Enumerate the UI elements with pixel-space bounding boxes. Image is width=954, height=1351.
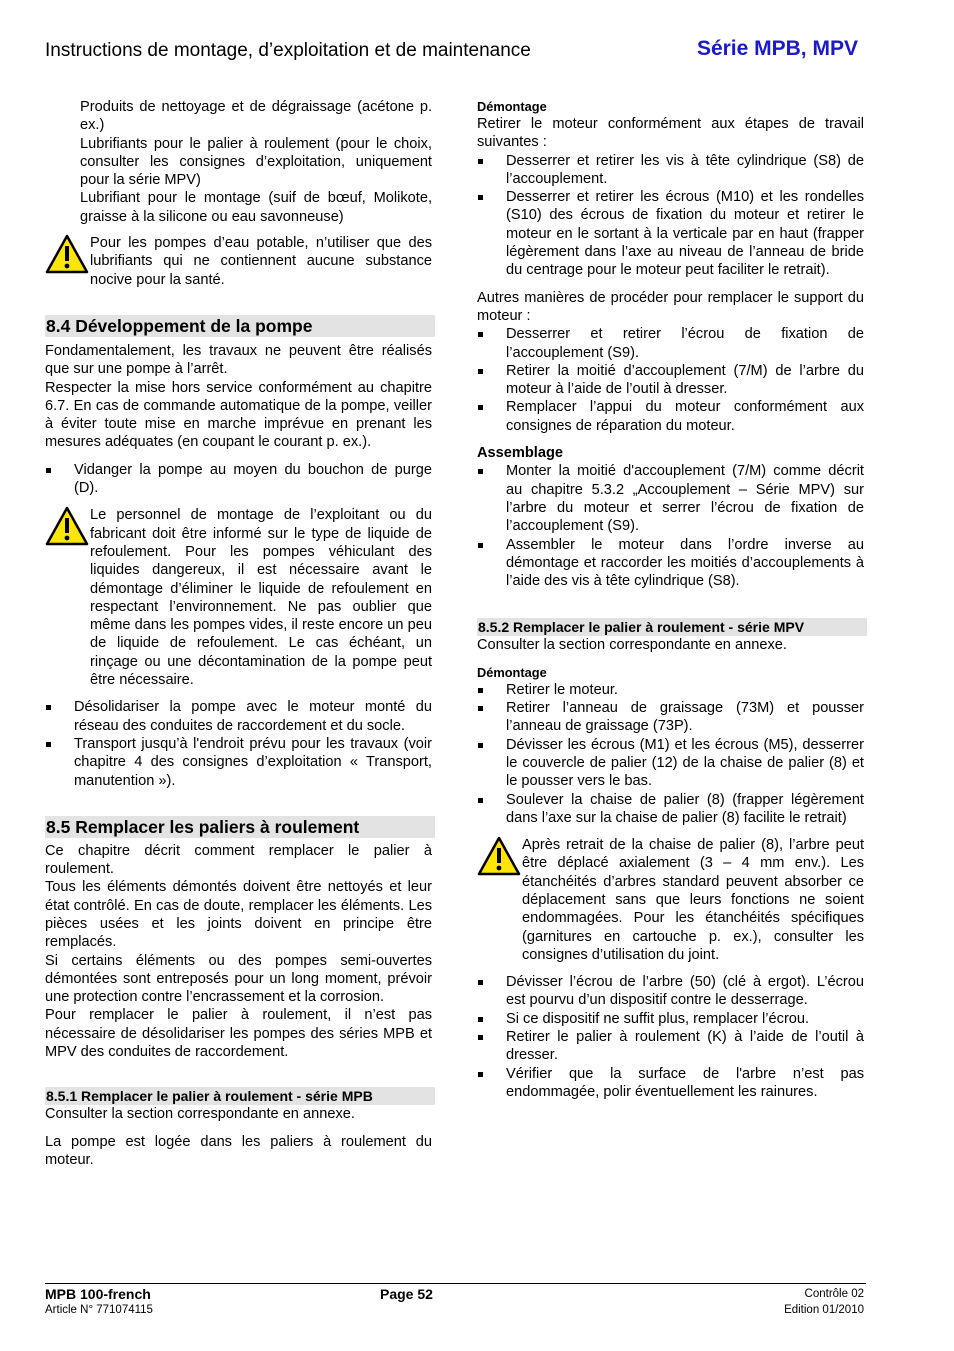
warning-block: [45, 234, 432, 289]
list-item: Transport jusqu’à l'endroit prévu pour les travaux (voir chapitre 4 des consignes d’exploitation « Transport, manutention »).: [45, 735, 432, 790]
warning-icon: [45, 506, 89, 546]
paragraph: Consulter la section correspondante en annexe.: [45, 1106, 355, 1123]
bullet-list: [45, 698, 432, 789]
list-item: Assembler le moteur dans l’ordre inverse au démontage et raccorder les moitiés d’accouplements à l’aide des vis à tête cylindrique (S8).: [477, 536, 864, 591]
warning-text: Pour les pompes d’eau potable, n’utiliser que des lubrifiants qui ne contiennent aucune substance nocive pour la santé.: [90, 235, 432, 288]
bullet-list: [477, 462, 864, 590]
section-heading-8-5-2: 8.5.2 Remplacer le palier à roulement - série MPV: [477, 618, 867, 636]
list-item: Retirer la moitié d’accouplement (7/M) de l’arbre du moteur à l’aide de l’outil à dresser.: [477, 362, 864, 399]
list-item: Retirer le palier à roulement (K) à l’aide de l’outil à dresser.: [477, 1028, 864, 1065]
subtitle-demontage: Démontage: [477, 99, 547, 114]
warning-text: Après retrait de la chaise de palier (8), l’arbre peut être déplacé axialement (3 – 4 mm env.). Les étanchéités d’arbres standard peuvent absorber ce déplacement sans que leurs fonctions ne soient endommagées. Pour les étanchéités spécifiques (garnitures en cartouche p. ex.), consulter les consignes d’utilisation du joint.: [522, 837, 864, 963]
bullet-list: [477, 973, 864, 1101]
paragraph: Pour remplacer le palier à roulement, il n’est pas nécessaire de désolidariser les pompes des séries MPB et MPV des conduites de raccordement.: [45, 1007, 432, 1061]
intro-item: Produits de nettoyage et de dégraissage (acétone p. ex.): [80, 99, 432, 134]
list-item: Desserrer et retirer les écrous (M10) et les rondelles (S10) des écrous de fixation du moteur et retirer le moteur en le sortant à la verticale par en haut (frapper légèrement dans l’axe au niveau de l’anneau de bride du centrage pour le moteur peut faciliter le retrait).: [477, 188, 864, 279]
list-item: Vidanger la pompe au moyen du bouchon de purge (D).: [45, 461, 432, 498]
warning-block: [45, 506, 432, 689]
intro-item: Lubrifiant pour le montage (suif de bœuf, Molikote, graisse à la silicone ou eau savonneuse): [80, 190, 432, 225]
list-item: Desserrer et retirer les vis à tête cylindrique (S8) de l’accouplement.: [477, 152, 864, 189]
paragraph: Respecter la mise hors service conformément au chapitre 6.7. En cas de commande automatique de la pompe, veiller à éviter toute mise en marche imprévue en prenant les mesures adéquates (en coupant le courant p. ex.).: [45, 379, 432, 451]
list-item: Dévisser les écrous (M1) et les écrous (M5), desserrer le couvercle de palier (12) de la chaise de palier (8) et le pousser vers le bas.: [477, 736, 864, 791]
list-item: Retirer l’anneau de graissage (73M) et pousser l’anneau de graissage (73P).: [477, 699, 864, 736]
bullet-list: [45, 461, 432, 498]
list-item: Désolidariser la pompe avec le moteur monté du réseau des conduites de raccordement et du socle.: [45, 698, 432, 735]
paragraph: Autres manières de procéder pour remplacer le support du moteur :: [477, 289, 864, 324]
paragraph: Si certains éléments ou des pompes semi-ouvertes démontées sont entreposés pour un long moment, prévoir une protection contre l’encrassement et la corrosion.: [45, 952, 432, 1006]
warning-icon: [477, 836, 521, 876]
footer-divider: [45, 1283, 866, 1284]
list-item: Dévisser l’écrou de l’arbre (50) (clé à ergot). L’écrou est pourvu d’un dispositif contre le desserrage.: [477, 973, 864, 1010]
right-column: [477, 98, 864, 1101]
paragraph: Tous les éléments démontés doivent être nettoyés et leur état contrôlé. En cas de doute, remplacer les éléments. Les pièces usées et les joints doivent en principe être remplacés.: [45, 879, 432, 951]
section-heading-8-4: 8.4 Développement de la pompe: [45, 315, 435, 337]
footer-doc-id: MPB 100-french: [45, 1286, 151, 1302]
paragraph: Ce chapitre décrit comment remplacer le palier à roulement.: [45, 842, 432, 878]
bullet-list: [477, 325, 864, 435]
paragraph: La pompe est logée dans les paliers à roulement du moteur.: [45, 1133, 432, 1168]
list-item: Vérifier que la surface de l'arbre n’est pas endommagée, polir éventuellement les rainures.: [477, 1065, 864, 1102]
warning-block: [477, 836, 864, 964]
bullet-list: [477, 152, 864, 280]
paragraph: Retirer le moteur conformément aux étapes de travail suivantes :: [477, 116, 864, 151]
list-item: Desserrer et retirer l’écrou de fixation de l’accouplement (S9).: [477, 325, 864, 362]
paragraph: Fondamentalement, les travaux ne peuvent être réalisés que sur une pompe à l’arrêt.: [45, 342, 432, 378]
subtitle-demontage: Démontage: [477, 664, 547, 680]
footer-page-number: Page 52: [380, 1286, 433, 1302]
section-heading-8-5: 8.5 Remplacer les paliers à roulement: [45, 816, 435, 838]
list-item: Remplacer l’appui du moteur conformément aux consignes de réparation du moteur.: [477, 398, 864, 435]
footer-control: Contrôle 02: [804, 1288, 864, 1300]
section-heading-8-5-1: 8.5.1 Remplacer le palier à roulement - série MPB: [45, 1087, 435, 1105]
footer-article: Article N° 771074115: [45, 1304, 153, 1316]
list-item: Monter la moitié d'accouplement (7/M) comme décrit au chapitre 5.3.2 „Accouplement – Série MPV) sur l’arbre du moteur et serrer l’écrou de fixation de l’accouplement (S9).: [477, 462, 864, 535]
list-item: Retirer le moteur.: [477, 681, 864, 699]
series-title: Série MPB, MPV: [696, 37, 858, 60]
subtitle-assemblage: Assemblage: [477, 445, 563, 462]
paragraph: Consulter la section correspondante en annexe.: [477, 637, 787, 654]
list-item: Soulever la chaise de palier (8) (frapper légèrement dans l’axe sur la chaise de palier (8) facilite le retrait): [477, 791, 864, 828]
warning-text: Le personnel de montage de l’exploitant ou du fabricant doit être informé sur le type de liquide de refoulement. Pour les pompes véhiculant des liquides dangereux, il est nécessaire avant le démontage d’éliminer le liquide de refoulement en respectant l’environnement. Ne pas oublier que même dans les pompes vides, il reste encore un peu de liquide de refoulement. Le cas échéant, un rinçage ou une décontamination de la pompe peut être nécessaire.: [90, 507, 432, 689]
intro-item: Lubrifiants pour le palier à roulement (pour le choix, consulter les consignes d’exploitation, uniquement pour la série MPV): [80, 135, 432, 189]
document-title: Instructions de montage, d’exploitation et de maintenance: [45, 40, 531, 61]
bullet-list: [477, 681, 864, 827]
warning-icon: [45, 234, 89, 274]
list-item: Si ce dispositif ne suffit plus, remplacer l’écrou.: [477, 1010, 864, 1028]
left-column: [45, 98, 432, 1169]
footer-edition: Edition 01/2010: [784, 1304, 864, 1316]
